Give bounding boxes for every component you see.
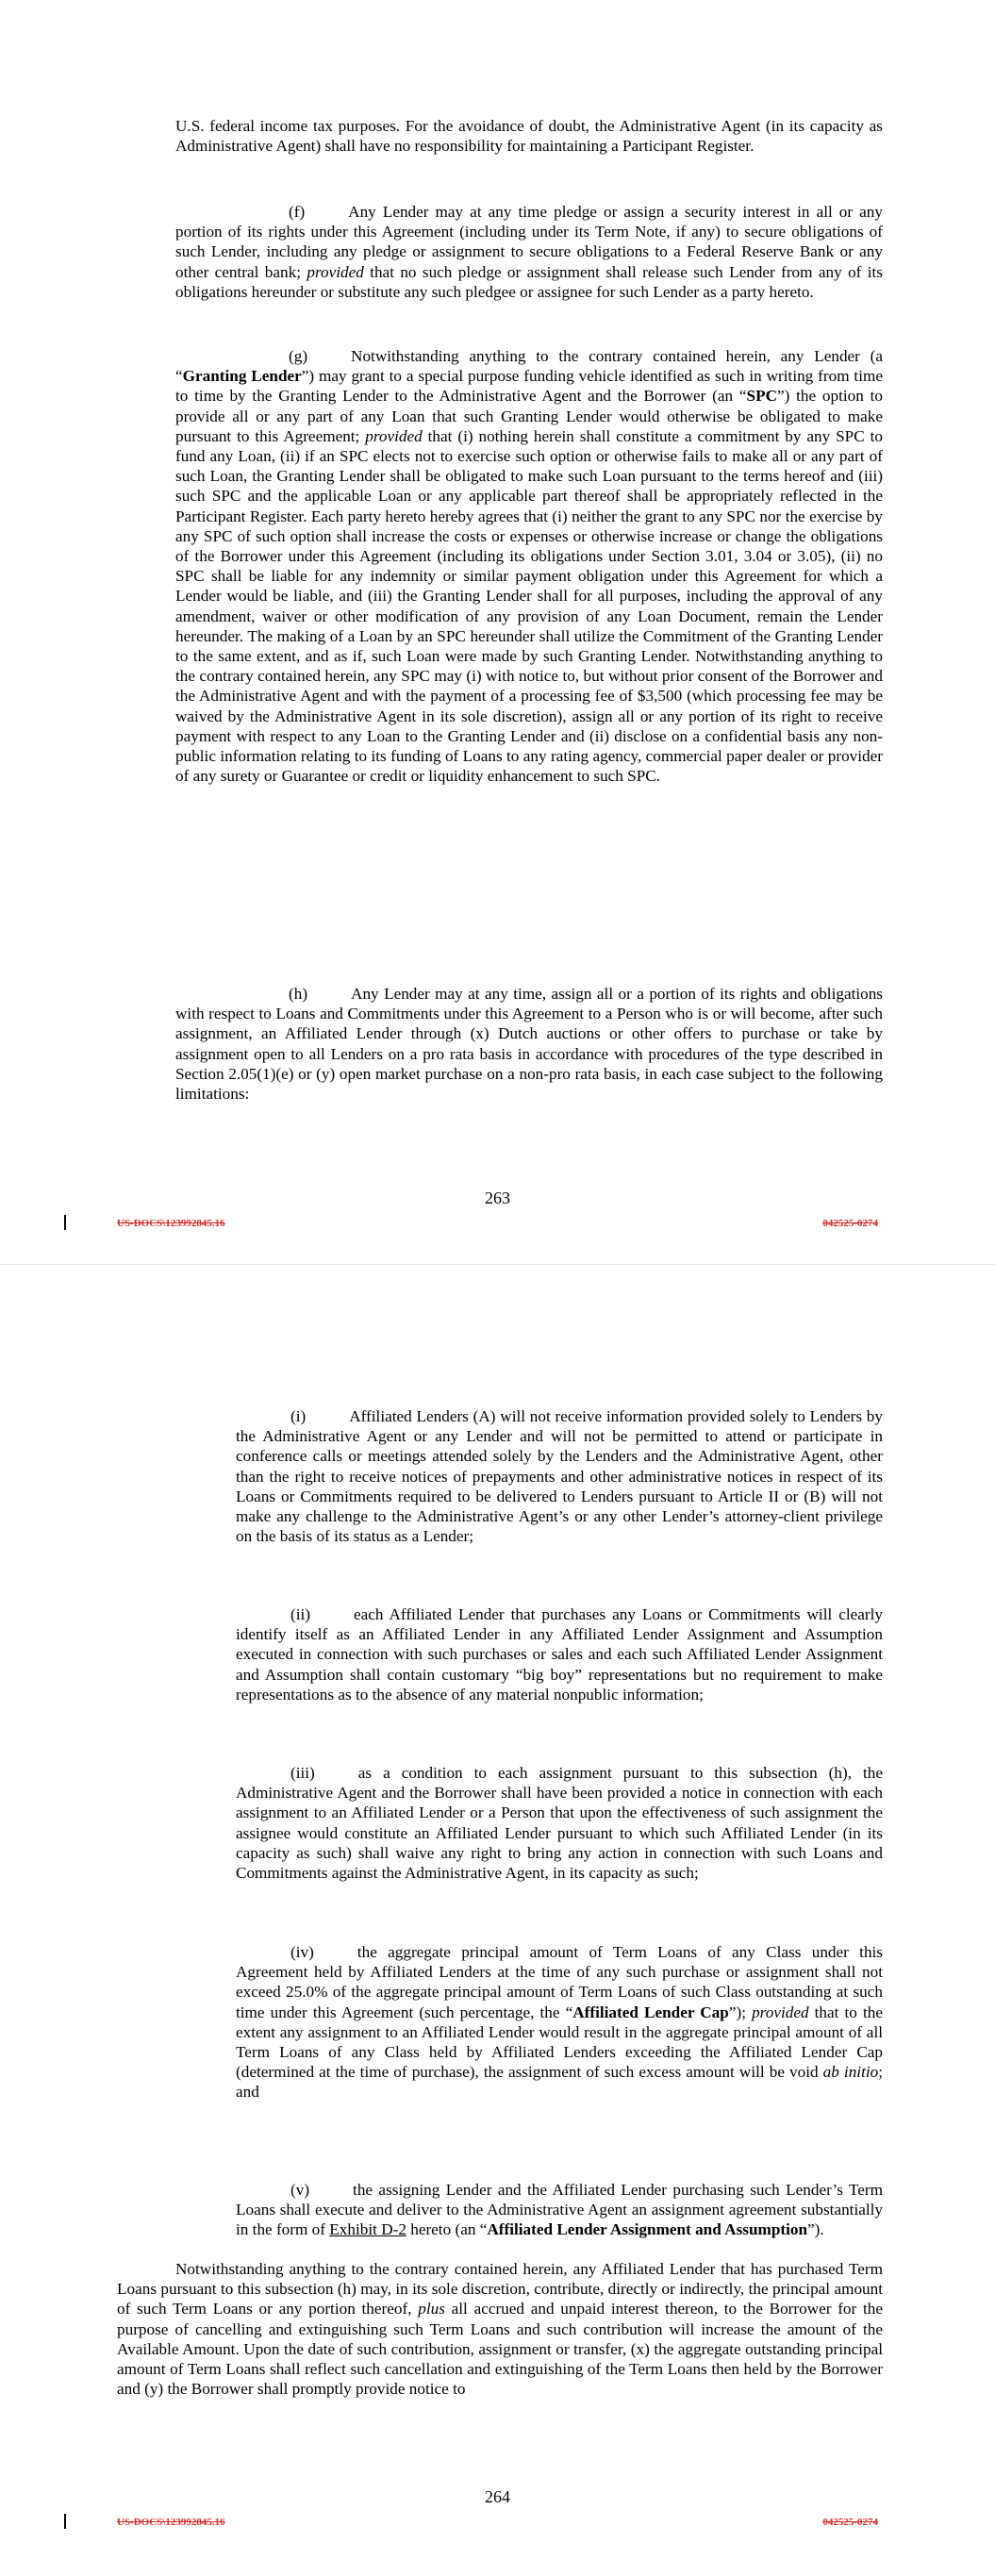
defined-term: Affiliated Lender Assignment and Assumption bbox=[487, 2220, 808, 2239]
subclause-iv: (iv) the aggregate principal amount of Term Loans of any Class under this Agreement held by Affiliated Lenders at the time of any such purchase or assignment shall not exceed 25.0% of the aggregate principal amount of Term Loans of such Class outstanding at such time under this Agreement (such percentage, the “Affiliated Lender Cap”); provided that to the extent any assignment to an Affiliated Lender would result in the aggregate principal amount of all Term Loans of any Class held by Affiliated Lenders exceeding the Affiliated Lender Cap (determined at the time of purchase), the assignment of such excess amount will be void ab initio; and bbox=[236, 1943, 883, 2102]
clause-label: (i) bbox=[290, 1407, 307, 1425]
exhibit-reference: Exhibit D-2 bbox=[329, 2220, 406, 2239]
clause-label: (iii) bbox=[290, 1764, 315, 1782]
clause-label: (f) bbox=[289, 203, 306, 221]
defined-term: Affiliated Lender Cap bbox=[572, 2003, 729, 2021]
footer-doc-id: US-DOCS\123992845.16 bbox=[117, 2517, 225, 2528]
defined-term: Granting Lender bbox=[182, 367, 302, 386]
clause-label: (ii) bbox=[290, 1605, 310, 1623]
paragraph-h: (h) Any Lender may at any time, assign all or a portion of its rights and obligations with respect to Loans and Commitments under this Agreement to a Person who is or will become, after such assignment, an Affiliated Lender through (x) Dutch auctions or other offers to purchase or take by assignment open to all Lenders on a pro rata basis in accordance with procedures of the type described in Section 2.05(1)(e) or (y) open market purchase on a non-pro rata basis, in each case subject to the following limitations: bbox=[175, 985, 883, 1104]
footer-doc-code: 042525-0274 bbox=[822, 1218, 878, 1229]
subclause-v: (v) the assigning Lender and the Affiliated Lender purchasing such Lender’s Term Loans shall execute and deliver to the Administrative Agent an assignment agreement substantially in the form of Exhibit D-2 hereto (an “Affiliated Lender Assignment and Assumption”). bbox=[236, 2181, 883, 2239]
clause-label: (iv) bbox=[290, 1943, 314, 1961]
clause-label: (v) bbox=[290, 2181, 310, 2199]
paragraph-f: (f) Any Lender may at any time pledge or assign a security interest in all or any portion of its rights under this Agreement (including under its Term Note, if any) to secure obligations of such Lender, including any pledge or assignment to secure obligations to a Federal Reserve Bank or any other central bank; provided that no such pledge or assignment shall release such Lender from any of its obligations hereunder or substitute any such pledgee or assignee for such Lender as a party hereto. bbox=[175, 203, 883, 301]
footer-doc-id: US-DOCS\123992845.16 bbox=[117, 1218, 225, 1229]
page-264 bbox=[0, 1264, 995, 2576]
defined-term: SPC bbox=[746, 387, 778, 406]
footer-doc-code: 042525-0274 bbox=[822, 2517, 878, 2528]
paragraph-g: (g) Notwithstanding anything to the contrary contained herein, any Lender (a “Granting Lender”) may grant to a special purpose funding vehicle identified as such in writing from time to time by the Granting Lender to the Administrative Agent and the Borrower (an “SPC”) the option to provide all or any part of any Loan that such Granting Lender would otherwise be obligated to make pursuant to this Agreement; provided that (i) nothing herein shall constitute a commitment by any SPC to fund any Loan, (ii) if an SPC elects not to exercise such option or otherwise fails to make all or any part of such Loan, the Granting Lender shall be obligated to make such Loan pursuant to the terms hereof and (iii) such SPC and the applicable Loan or any applicable part thereof shall be appropriately reflected in the Participant Register. Each party hereto hereby agrees that (i) neither the grant to any SPC nor the exercise by any SPC of such option shall increase the costs or expenses or otherwise increase or change the obligations of the Borrower under this Agreement (including its obligations under Section 3.01, 3.04 or 3.05), (ii) no SPC shall be liable for any indemnity or similar payment obligation under this Agreement for which a Lender would be liable, and (iii) the Granting Lender shall for all purposes, including the approval of any amendment, waiver or other modification of any provision of any Loan Document, remain the Lender hereunder. The making of a Loan by an SPC hereunder shall utilize the Commitment of the Granting Lender to the same extent, and as if, such Loan were made by such Granting Lender. Notwithstanding anything to the contrary contained herein, any SPC may (i) with notice to, but without prior consent of the Borrower and the Administrative Agent and with the payment of a processing fee of $3,500 (which processing fee may be waived by the Administrative Agent in its sole discretion), assign all or any portion of its right to receive payment with respect to any Loan to the Granting Lender and (ii) disclose on a confidential basis any non-public information relating to its funding of Loans to any rating agency, commercial paper dealer or provider of any surety or Guarantee or credit or liquidity enhancement to such SPC. bbox=[175, 347, 883, 786]
clause-label: (h) bbox=[289, 985, 308, 1003]
page-number: 264 bbox=[485, 2487, 510, 2506]
change-bar bbox=[64, 2514, 66, 2529]
page-number: 263 bbox=[485, 1188, 510, 1207]
clause-label: (g) bbox=[289, 347, 308, 365]
paragraph-intro: U.S. federal income tax purposes. For the avoidance of doubt, the Administrative Agent (in its capacity as Administrative Agent) shall have no responsibility for maintaining a Participant Register. bbox=[175, 117, 883, 156]
subclause-i: (i) Affiliated Lenders (A) will not receive information provided solely to Lenders by the Administrative Agent or any Lender and will not be permitted to attend or participate in conference calls or meetings attended solely by the Lenders and the Administrative Agent, other than the right to receive notices of prepayments and other administrative notices in respect of its Loans or Commitments required to be delivered to Lenders pursuant to Article II or (B) will not make any challenge to the Administrative Agent’s or any other Lender’s attorney-client privilege on the basis of its status as a Lender; bbox=[236, 1407, 883, 1546]
subclause-iii: (iii) as a condition to each assignment pursuant to this subsection (h), the Administrative Agent and the Borrower shall have been provided a notice in connection with each assignment to an Affiliated Lender or a Person that upon the effectiveness of such assignment the assignee would constitute an Affiliated Lender pursuant to which such Affiliated Lender (in its capacity as such) shall waive any right to bring any action in connection with such Loans and Commitments against the Administrative Agent, in its capacity as such; bbox=[236, 1764, 883, 1883]
change-bar bbox=[64, 1215, 66, 1230]
subclause-ii: (ii) each Affiliated Lender that purchases any Loans or Commitments will clearly identify itself as an Affiliated Lender in any Affiliated Lender Assignment and Assumption executed in connection with such purchases or sales and each such Affiliated Lender Assignment and Assumption shall contain customary “big boy” representations but no requirement to make representations as to the absence of any material nonpublic information; bbox=[236, 1605, 883, 1703]
paragraph-notwithstanding: Notwithstanding anything to the contrary contained herein, any Affiliated Lender that has purchased Term Loans pursuant to this subsection (h) may, in its sole discretion, contribute, directly or indirectly, the principal amount of such Term Loans or any portion thereof, plus all accrued and unpaid interest thereon, to the Borrower for the purpose of cancelling and extinguishing such Term Loans and such contribution will increase the amount of the Available Amount. Upon the date of such contribution, assignment or transfer, (x) the aggregate outstanding principal amount of Term Loans shall reflect such cancellation and extinguishing of the Term Loans then held by the Borrower and (y) the Borrower shall promptly provide notice to bbox=[117, 2260, 883, 2399]
page-263 bbox=[0, 0, 995, 1264]
